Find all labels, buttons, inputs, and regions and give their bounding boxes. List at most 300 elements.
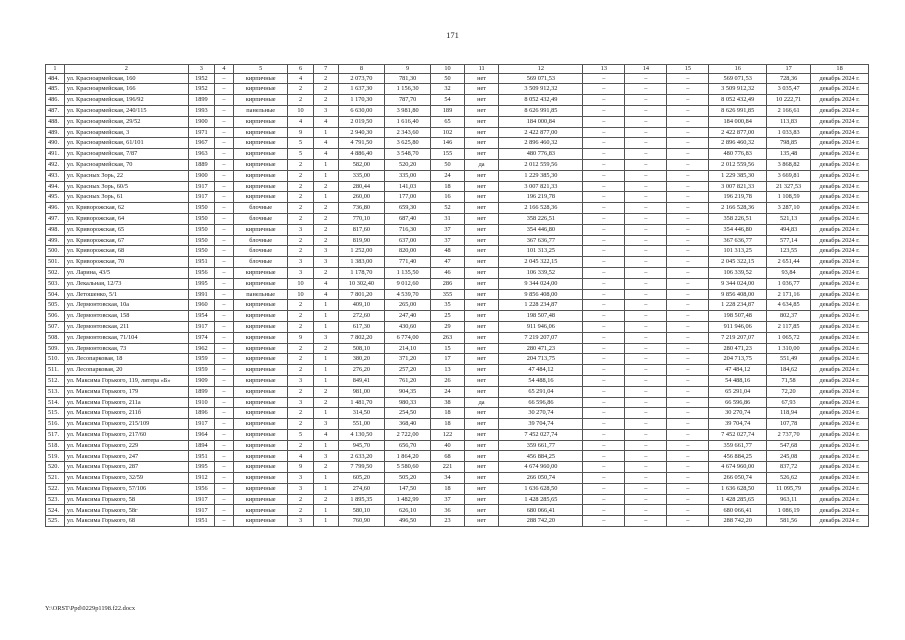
address-cell: ул. Красноармейская, 3 [64, 127, 188, 138]
column-number-row [46, 65, 869, 74]
table-cell: 2 422 877,00 [499, 127, 583, 138]
table-cell: 3 035,47 [767, 84, 811, 95]
table-cell: 1959 [188, 365, 214, 376]
table-row [46, 289, 869, 300]
table-cell: 1896 [188, 408, 214, 419]
table-cell: 1 [313, 473, 338, 484]
table-cell: 7 802,20 [338, 332, 384, 343]
address-cell: ул. Максима Горького, 119, литера «Б» [64, 375, 188, 386]
table-cell: 4 [313, 138, 338, 149]
table-cell: – [214, 235, 233, 246]
table-cell: кирпичные [233, 321, 288, 332]
table-cell: – [214, 149, 233, 160]
table-cell: – [583, 375, 625, 386]
address-cell: ул. Криворожская, 70 [64, 257, 188, 268]
table-cell: кирпичные [233, 397, 288, 408]
table-cell: 4 886,40 [338, 149, 384, 160]
table-cell: – [625, 116, 667, 127]
table-cell: – [583, 246, 625, 257]
table-cell: декабрь 2024 г. [811, 127, 869, 138]
table-cell: 359 661,77 [709, 440, 767, 451]
table-cell: 1952 [188, 84, 214, 95]
table-cell: 30 270,74 [499, 408, 583, 419]
table-cell: 26 [431, 375, 465, 386]
table-cell: 2 896 460,32 [709, 138, 767, 149]
table-row [46, 386, 869, 397]
table-row [46, 440, 869, 451]
table-cell: – [625, 365, 667, 376]
address-cell: ул. Максима Горького, 211б [64, 408, 188, 419]
table-cell: декабрь 2024 г. [811, 213, 869, 224]
table-cell: 68 [431, 451, 465, 462]
table-cell: 354 446,80 [499, 224, 583, 235]
address-cell: ул. Лермонтовская, 10а [64, 300, 188, 311]
table-cell: декабрь 2024 г. [811, 419, 869, 430]
table-cell: 280 471,23 [499, 343, 583, 354]
table-cell: декабрь 2024 г. [811, 397, 869, 408]
table-cell: – [583, 494, 625, 505]
column-number-cell: 14 [625, 65, 667, 74]
column-number-cell: 7 [313, 65, 338, 74]
table-cell: – [625, 494, 667, 505]
table-cell: 2 [288, 440, 313, 451]
table-cell: 2 [288, 343, 313, 354]
column-number-cell: 12 [499, 65, 583, 74]
table-cell: 505. [46, 300, 65, 311]
column-number-cell: 3 [188, 65, 214, 74]
table-cell: 221 [431, 462, 465, 473]
table-cell: – [625, 386, 667, 397]
column-number-cell: 13 [583, 65, 625, 74]
table-cell: 4 [313, 149, 338, 160]
table-cell: 266 050,74 [709, 473, 767, 484]
table-cell: 3 [288, 267, 313, 278]
table-cell: 2 [313, 343, 338, 354]
address-cell: ул. Лесопарковая, 20 [64, 365, 188, 376]
table-cell: – [667, 170, 709, 181]
address-cell: ул. Максима Горького, 68 [64, 516, 188, 527]
table-cell: блочные [233, 213, 288, 224]
table-cell: нет [464, 451, 499, 462]
table-cell: – [214, 116, 233, 127]
table-cell: 1 [313, 192, 338, 203]
table-cell: 513. [46, 386, 65, 397]
table-cell: 30 270,74 [709, 408, 767, 419]
table-cell: – [625, 105, 667, 116]
table-cell: 1951 [188, 451, 214, 462]
table-cell: 2 [288, 505, 313, 516]
table-cell: 3 007 821,33 [499, 181, 583, 192]
table-cell: 2 896 460,32 [499, 138, 583, 149]
table-cell: 2 [313, 95, 338, 106]
table-cell: 519. [46, 451, 65, 462]
table-cell: 626,10 [385, 505, 431, 516]
table-cell: декабрь 2024 г. [811, 159, 869, 170]
table-cell: 491. [46, 149, 65, 160]
table-cell: – [583, 483, 625, 494]
table-cell: – [583, 321, 625, 332]
table-cell: 3 [288, 397, 313, 408]
table-cell: 1 [313, 311, 338, 322]
table-cell: 1912 [188, 473, 214, 484]
table-row [46, 235, 869, 246]
table-cell: 1950 [188, 235, 214, 246]
table-cell: 1 [313, 159, 338, 170]
table-cell: 498. [46, 224, 65, 235]
address-cell: ул. Максима Горького, 179 [64, 386, 188, 397]
table-cell: 2 [288, 386, 313, 397]
address-cell: ул. Лесопарковая, 18 [64, 354, 188, 365]
table-cell: 2 019,50 [338, 116, 384, 127]
table-cell: – [667, 311, 709, 322]
table-cell: нет [464, 95, 499, 106]
table-cell: – [583, 105, 625, 116]
table-cell: декабрь 2024 г. [811, 138, 869, 149]
table-cell: – [583, 440, 625, 451]
table-cell: – [625, 95, 667, 106]
table-cell: кирпичные [233, 224, 288, 235]
table-cell: 687,40 [385, 213, 431, 224]
table-cell: 1 383,00 [338, 257, 384, 268]
table-cell: – [667, 246, 709, 257]
table-cell: кирпичные [233, 343, 288, 354]
table-cell: кирпичные [233, 473, 288, 484]
table-cell: 1950 [188, 246, 214, 257]
table-cell: 1 [313, 127, 338, 138]
table-cell: 272,60 [338, 311, 384, 322]
table-cell: – [214, 289, 233, 300]
table-cell: 4 634,85 [767, 300, 811, 311]
table-cell: 430,60 [385, 321, 431, 332]
table-cell: декабрь 2024 г. [811, 235, 869, 246]
table-cell: декабрь 2024 г. [811, 505, 869, 516]
table-cell: нет [464, 73, 499, 84]
table-cell: 637,00 [385, 235, 431, 246]
table-cell: – [667, 473, 709, 484]
table-cell: 2 633,20 [338, 451, 384, 462]
table-cell: 1 [313, 440, 338, 451]
table-cell: нет [464, 105, 499, 116]
table-cell: 1910 [188, 397, 214, 408]
table-cell: 508,10 [338, 343, 384, 354]
table-cell: – [667, 375, 709, 386]
table-cell: декабрь 2024 г. [811, 289, 869, 300]
table-cell: – [625, 462, 667, 473]
table-cell: кирпичные [233, 170, 288, 181]
table-cell: 3 [288, 224, 313, 235]
table-cell: – [625, 257, 667, 268]
table-cell: 118,94 [767, 408, 811, 419]
table-cell: 1951 [188, 516, 214, 527]
table-cell: декабрь 2024 г. [811, 224, 869, 235]
table-cell: 2 073,70 [338, 73, 384, 84]
table-cell: 2 [313, 181, 338, 192]
table-row [46, 192, 869, 203]
table-cell: – [625, 159, 667, 170]
table-cell: 9 856 408,00 [709, 289, 767, 300]
table-cell: 1952 [188, 73, 214, 84]
table-cell: 521. [46, 473, 65, 484]
table-cell: – [214, 343, 233, 354]
table-cell: 1 [313, 321, 338, 332]
table-cell: да [464, 159, 499, 170]
table-row [46, 213, 869, 224]
table-cell: нет [464, 505, 499, 516]
table-cell: 512. [46, 375, 65, 386]
table-cell: 1 228 234,87 [709, 300, 767, 311]
table-cell: 2 [313, 73, 338, 84]
table-cell: декабрь 2024 г. [811, 408, 869, 419]
table-cell: 2 [313, 267, 338, 278]
table-cell: 7 801,20 [338, 289, 384, 300]
table-cell: 46 [431, 267, 465, 278]
table-cell: – [625, 300, 667, 311]
table-cell: 506. [46, 311, 65, 322]
table-cell: 2 171,16 [767, 289, 811, 300]
address-cell: ул. Красных Зорь, 60/5 [64, 181, 188, 192]
table-cell: кирпичные [233, 278, 288, 289]
column-number-cell: 18 [811, 65, 869, 74]
table-cell: – [583, 354, 625, 365]
table-cell: – [625, 429, 667, 440]
table-cell: 354 446,80 [709, 224, 767, 235]
table-cell: 802,37 [767, 311, 811, 322]
table-cell: 3 509 912,32 [709, 84, 767, 95]
address-cell: ул. Криворожская, 65 [64, 224, 188, 235]
table-cell: 3 [288, 375, 313, 386]
table-cell: – [583, 138, 625, 149]
table-cell: 7 452 027,74 [709, 429, 767, 440]
table-cell: 736,80 [338, 203, 384, 214]
column-number-cell: 17 [767, 65, 811, 74]
table-cell: 551,49 [767, 354, 811, 365]
table-row [46, 300, 869, 311]
table-cell: – [583, 462, 625, 473]
table-cell: нет [464, 203, 499, 214]
table-cell: 24 [431, 386, 465, 397]
table-cell: 5 [288, 149, 313, 160]
table-cell: 10 222,71 [767, 95, 811, 106]
table-cell: 4 [313, 289, 338, 300]
table-cell: 2 [288, 246, 313, 257]
table-cell: 911 946,06 [499, 321, 583, 332]
table-cell: 274,60 [338, 483, 384, 494]
table-cell: 526,62 [767, 473, 811, 484]
table-cell: 16 [431, 192, 465, 203]
table-cell: 65 [431, 116, 465, 127]
table-cell: – [625, 354, 667, 365]
table-cell: 3 625,80 [385, 138, 431, 149]
table-cell: 1959 [188, 354, 214, 365]
table-cell: нет [464, 170, 499, 181]
table-cell: – [625, 397, 667, 408]
table-cell: декабрь 2024 г. [811, 257, 869, 268]
table-cell: – [583, 289, 625, 300]
address-cell: ул. Максима Горького, 58 [64, 494, 188, 505]
table-cell: 2 [288, 181, 313, 192]
table-cell: нет [464, 408, 499, 419]
table-cell: нет [464, 289, 499, 300]
table-cell: 5 [288, 429, 313, 440]
table-cell: нет [464, 127, 499, 138]
table-cell: 1971 [188, 127, 214, 138]
table-cell: 65 291,04 [499, 386, 583, 397]
table-cell: 123,55 [767, 246, 811, 257]
table-cell: кирпичные [233, 116, 288, 127]
table-cell: 456 884,25 [709, 451, 767, 462]
table-cell: 380,20 [338, 354, 384, 365]
table-cell: кирпичные [233, 483, 288, 494]
table-cell: 1 229 385,30 [499, 170, 583, 181]
table-cell: 37 [431, 224, 465, 235]
table-cell: – [625, 332, 667, 343]
address-cell: ул. Криворожская, 62 [64, 203, 188, 214]
table-cell: 728,36 [767, 73, 811, 84]
table-cell: 371,20 [385, 354, 431, 365]
table-cell: 37 [431, 235, 465, 246]
table-row [46, 149, 869, 160]
table-cell: нет [464, 321, 499, 332]
table-cell: кирпичные [233, 84, 288, 95]
table-cell: 40 [431, 440, 465, 451]
address-cell: ул. Криворожская, 68 [64, 246, 188, 257]
table-cell: нет [464, 138, 499, 149]
table-cell: 551,00 [338, 419, 384, 430]
table-cell: – [625, 224, 667, 235]
table-cell: 1956 [188, 483, 214, 494]
table-cell: нет [464, 473, 499, 484]
table-cell: 547,68 [767, 440, 811, 451]
table-cell: 10 [288, 105, 313, 116]
table-cell: 525. [46, 516, 65, 527]
table-cell: декабрь 2024 г. [811, 95, 869, 106]
address-cell: ул. Лермонтовская, 73 [64, 343, 188, 354]
table-cell: 11 095,79 [767, 483, 811, 494]
table-cell: панельные [233, 105, 288, 116]
table-cell: 499. [46, 235, 65, 246]
table-cell: декабрь 2024 г. [811, 105, 869, 116]
table-cell: 3 509 912,32 [499, 84, 583, 95]
table-cell: 8 052 432,49 [499, 95, 583, 106]
table-cell: 335,00 [385, 170, 431, 181]
table-cell: 2 [288, 213, 313, 224]
table-cell: 523. [46, 494, 65, 505]
table-cell: – [667, 149, 709, 160]
table-cell: нет [464, 224, 499, 235]
table-cell: 265,00 [385, 300, 431, 311]
table-cell: – [214, 386, 233, 397]
address-cell: ул. Красных Зорь, 22 [64, 170, 188, 181]
table-cell: 2 722,00 [385, 429, 431, 440]
table-cell: 2 166 528,36 [709, 203, 767, 214]
table-cell: 2 [288, 192, 313, 203]
table-cell: 358 226,51 [709, 213, 767, 224]
table-cell: 263 [431, 332, 465, 343]
table-cell: 2 [288, 419, 313, 430]
table-cell: кирпичные [233, 192, 288, 203]
table-cell: 50 [431, 159, 465, 170]
table-cell: – [583, 300, 625, 311]
table-cell: 981,00 [338, 386, 384, 397]
table-row [46, 462, 869, 473]
table-cell: 1 428 285,65 [499, 494, 583, 505]
table-cell: – [625, 473, 667, 484]
address-cell: ул. Лекальная, 12/73 [64, 278, 188, 289]
table-cell: 2 166,61 [767, 105, 811, 116]
table-cell: 2 [288, 95, 313, 106]
table-cell: 2 [288, 235, 313, 246]
table-cell: 7 219 207,07 [499, 332, 583, 343]
table-cell: 155 [431, 149, 465, 160]
table-cell: кирпичные [233, 300, 288, 311]
address-cell: ул. Красноармейская, 70 [64, 159, 188, 170]
table-cell: 2 [313, 462, 338, 473]
table-cell: 7 452 027,74 [499, 429, 583, 440]
table-cell: 1956 [188, 267, 214, 278]
table-cell: 500. [46, 246, 65, 257]
table-row [46, 473, 869, 484]
table-cell: – [583, 332, 625, 343]
table-cell: 494. [46, 181, 65, 192]
table-cell: нет [464, 311, 499, 322]
table-cell: кирпичные [233, 516, 288, 527]
table-cell: – [214, 462, 233, 473]
table-cell: 1 228 234,87 [499, 300, 583, 311]
table-cell: 52 [431, 203, 465, 214]
table-cell: 1899 [188, 95, 214, 106]
table-cell: 2 045 322,15 [709, 257, 767, 268]
table-cell: – [583, 365, 625, 376]
table-cell: 781,30 [385, 73, 431, 84]
address-cell: ул. Красноармейская, 160 [64, 73, 188, 84]
table-cell: – [667, 408, 709, 419]
table-cell: 147,50 [385, 483, 431, 494]
table-row [46, 354, 869, 365]
table-cell: кирпичные [233, 311, 288, 322]
table-cell: – [625, 213, 667, 224]
table-cell: 2 [288, 84, 313, 95]
table-cell: кирпичные [233, 462, 288, 473]
table-cell: нет [464, 116, 499, 127]
table-cell: – [625, 181, 667, 192]
table-cell: 1900 [188, 170, 214, 181]
table-cell: нет [464, 375, 499, 386]
table-cell: – [214, 127, 233, 138]
table-cell: – [214, 73, 233, 84]
table-cell: кирпичные [233, 354, 288, 365]
table-cell: 659,30 [385, 203, 431, 214]
table-cell: декабрь 2024 г. [811, 386, 869, 397]
table-cell: нет [464, 483, 499, 494]
table-cell: – [583, 181, 625, 192]
address-cell: ул. Максима Горького, 57/106 [64, 483, 188, 494]
table-cell: 496. [46, 203, 65, 214]
table-cell: – [214, 505, 233, 516]
table-cell: – [667, 483, 709, 494]
footer-file-path: Y:\ORST\Ppd\0229p1198.f22.docx [45, 605, 136, 612]
table-row [46, 343, 869, 354]
table-cell: – [625, 138, 667, 149]
table-cell: декабрь 2024 г. [811, 429, 869, 440]
table-cell: – [625, 321, 667, 332]
table-cell: 507. [46, 321, 65, 332]
table-cell: 9 [288, 462, 313, 473]
table-cell: 771,40 [385, 257, 431, 268]
table-cell: 1 170,30 [338, 95, 384, 106]
table-cell: 2 [313, 397, 338, 408]
table-cell: декабрь 2024 г. [811, 365, 869, 376]
address-cell: ул. Максима Горького, 229 [64, 440, 188, 451]
